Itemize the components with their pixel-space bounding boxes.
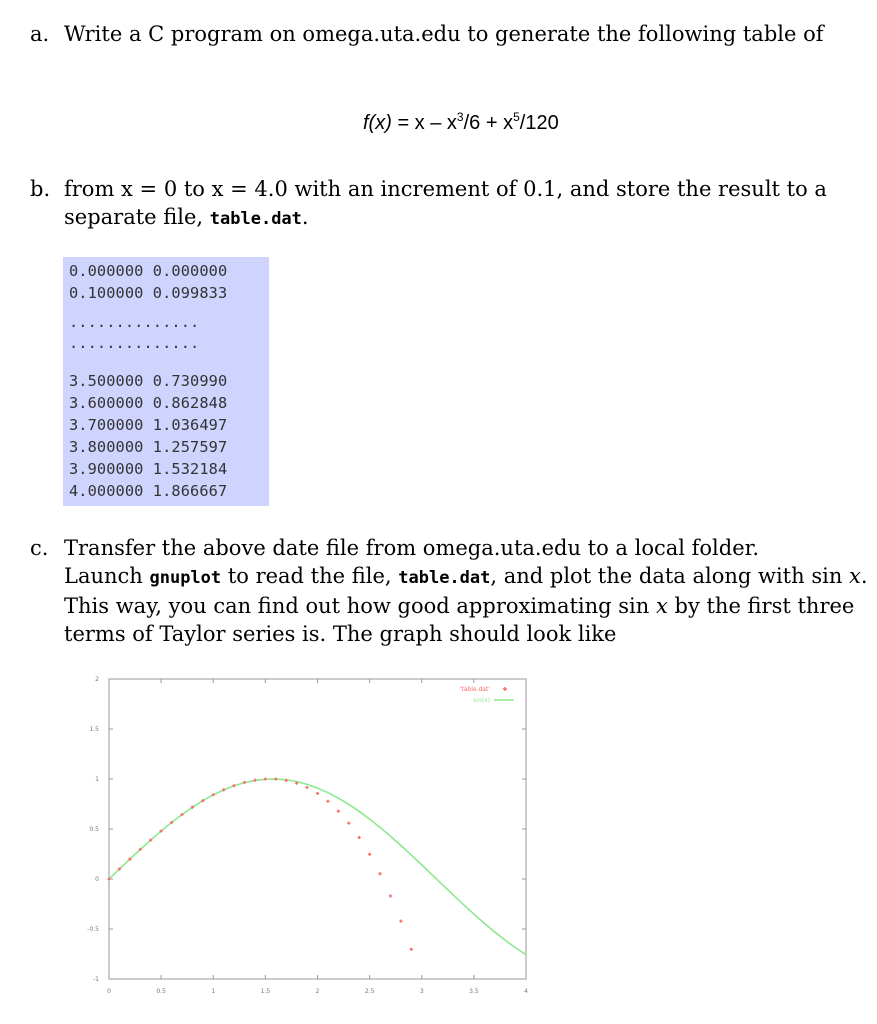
formula-fx: f(x) bbox=[363, 112, 392, 134]
y-tick-label: -1 bbox=[93, 976, 99, 983]
table-line: 0.000000 0.000000 bbox=[69, 262, 228, 280]
x-tick-label: 0.5 bbox=[156, 988, 166, 995]
item-c-line1: Transfer the above date file from omega.uta.edu to a local folder. bbox=[64, 536, 760, 560]
gnuplot-chart bbox=[63, 667, 533, 1004]
item-c-line3-b: by the first three bbox=[667, 594, 855, 618]
item-c-line2-b: to read the file, bbox=[221, 564, 399, 588]
item-c-line2-d: . bbox=[860, 564, 868, 588]
x-tick-label: 1.5 bbox=[260, 988, 271, 995]
y-tick-label: 1.5 bbox=[89, 726, 99, 733]
table-line: 3.900000 1.532184 bbox=[69, 460, 228, 478]
table-line: 3.600000 0.862848 bbox=[69, 394, 228, 412]
variable-x: x bbox=[655, 594, 668, 618]
table-line: 3.500000 0.730990 bbox=[69, 372, 228, 390]
table-line: 3.700000 1.036497 bbox=[69, 416, 228, 434]
table-output-block bbox=[63, 257, 269, 506]
item-c-line3 bbox=[64, 592, 864, 620]
formula-rest: = x – x bbox=[391, 112, 457, 134]
table-line: 3.800000 1.257597 bbox=[69, 438, 228, 456]
y-tick-label: 0.5 bbox=[89, 826, 99, 833]
item-a-line1: Write a C program on omega.uta.edu to generate the following table of bbox=[64, 22, 824, 46]
item-b-line2 bbox=[64, 203, 864, 233]
table-ellipsis: .............. bbox=[69, 313, 200, 331]
x-tick-label: 2 bbox=[315, 988, 320, 995]
y-tick-label: 0 bbox=[95, 876, 99, 883]
table-line: 4.000000 1.866667 bbox=[69, 482, 228, 500]
item-a-marker: a. bbox=[30, 22, 50, 46]
x-tick-label: 3.5 bbox=[469, 988, 479, 995]
item-c-line2-a: Launch bbox=[64, 564, 150, 588]
filename-code: table.dat bbox=[209, 209, 302, 229]
item-b-line2-prefix: separate file, bbox=[64, 205, 210, 229]
y-tick-label: -0.5 bbox=[87, 926, 99, 933]
item-c-marker: c. bbox=[30, 536, 49, 560]
y-tick-label: 1 bbox=[95, 776, 99, 783]
table-line: 0.100000 0.099833 bbox=[69, 284, 228, 302]
item-b-line2-suffix: . bbox=[301, 205, 309, 229]
gnuplot-code: gnuplot bbox=[149, 568, 222, 588]
formula bbox=[363, 112, 559, 135]
variable-x: x bbox=[849, 564, 861, 588]
item-c-line3-a: This way, you can find out how good approximating sin bbox=[64, 594, 656, 618]
x-tick-label: 3 bbox=[419, 988, 424, 995]
formula-end: /120 bbox=[519, 112, 559, 134]
y-tick-label: 2 bbox=[95, 676, 99, 683]
chart-background bbox=[63, 667, 533, 1004]
table-ellipsis: .............. bbox=[69, 334, 200, 352]
item-c-line2 bbox=[64, 562, 868, 592]
formula-exp5: 5 bbox=[513, 110, 520, 124]
x-tick-label: 2.5 bbox=[364, 988, 375, 995]
legend-label-table: 'table.dat' bbox=[459, 686, 490, 693]
legend-label-sin: sin(x) bbox=[473, 697, 490, 704]
chart-svg bbox=[63, 667, 533, 1004]
x-tick-label: 0 bbox=[107, 988, 111, 995]
formula-mid: /6 + x bbox=[463, 112, 514, 134]
item-b-marker: b. bbox=[30, 177, 51, 201]
item-c-line2-c: , and plot the data along with sin bbox=[490, 564, 850, 588]
filename-code: table.dat bbox=[398, 568, 491, 588]
x-tick-label: 1 bbox=[211, 988, 216, 995]
item-c-line4: terms of Taylor series is. The graph should look like bbox=[64, 622, 617, 646]
item-b-line1: from x = 0 to x = 4.0 with an increment of 0.1, and store the result to a bbox=[64, 177, 827, 201]
x-tick-label: 4 bbox=[524, 988, 528, 995]
formula-exp3: 3 bbox=[456, 110, 464, 124]
